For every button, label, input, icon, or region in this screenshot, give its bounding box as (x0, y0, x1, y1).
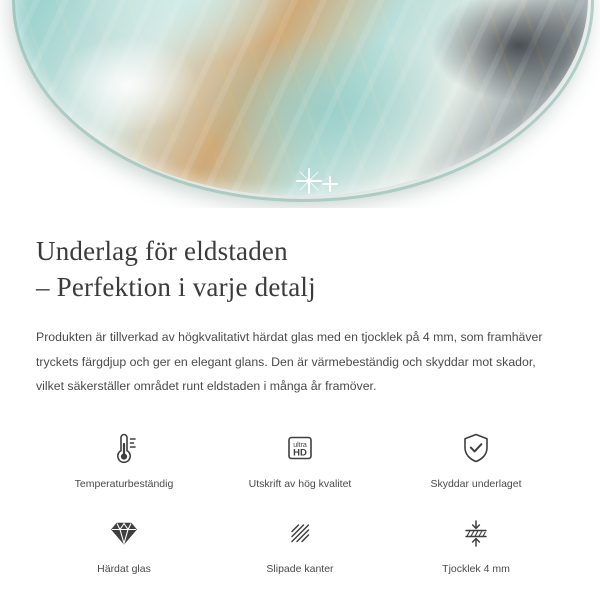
round-glass-fireplace-plate-marble-art (12, 0, 588, 196)
feature-label: Utskrift av hög kvalitet (248, 478, 352, 491)
thickness-arrows-icon (453, 510, 499, 556)
feature-item-protects-surface (388, 425, 564, 492)
feature-label: Skyddar underlaget (430, 478, 522, 491)
thermometer-icon (101, 425, 147, 471)
hero-image (0, 0, 600, 208)
feature-item-temperature-resistant (36, 425, 212, 492)
content-area (0, 234, 600, 576)
feature-item-polished-edges (212, 510, 388, 577)
ultra-hd-icon (277, 425, 323, 471)
polished-edges-icon (277, 510, 323, 556)
headline-line-2: – Perfektion i varje detalj (36, 271, 316, 302)
feature-item-thickness (388, 510, 564, 577)
feature-label: Slipade kanter (266, 562, 334, 575)
feature-label: Härdat glas (97, 562, 151, 575)
svg-text:HD: HD (293, 447, 307, 459)
diamond-icon (101, 510, 147, 556)
svg-text:ultra: ultra (293, 442, 307, 450)
feature-list (36, 425, 564, 576)
headline-line-1: Underlag för eldstaden (36, 236, 288, 266)
feature-item-print-quality (212, 425, 388, 492)
feature-label: Temperaturbeständig (74, 478, 174, 491)
feature-label: Tjocklek 4 mm (442, 562, 510, 575)
page-title (36, 234, 564, 305)
feature-item-tempered-glass (36, 510, 212, 577)
shield-check-icon (453, 425, 499, 471)
description-paragraph: Produkten är tillverkad av högkvalitativt härdat glas med en tjocklek på 4 mm, som framhäver tryckets färgdjup och ger en elegant glans. Den är värmebeständig och skyddar mot skador, vilket säkerställer området runt eldstaden i många år framöver. (36, 330, 543, 394)
